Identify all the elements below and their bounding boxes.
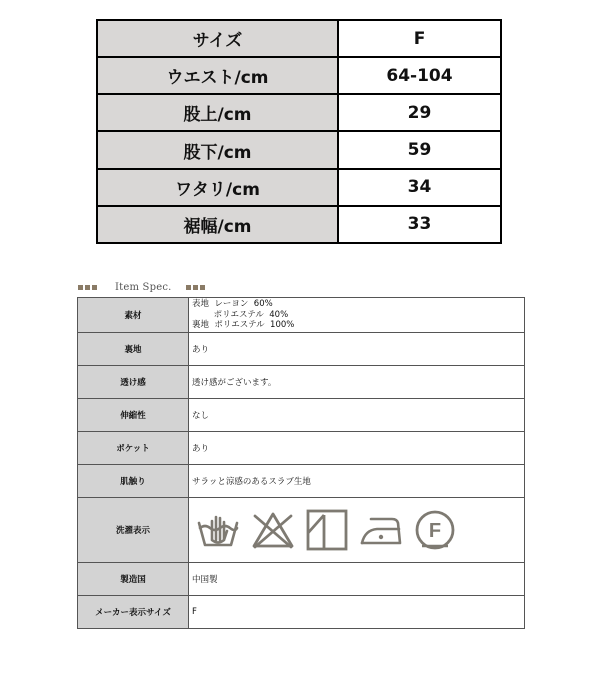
spec-value: あり <box>189 432 525 465</box>
care-icons-cell <box>189 498 525 563</box>
spec-value: 中国製 <box>189 563 525 596</box>
no-bleach-icon <box>251 511 295 549</box>
spec-row-lining <box>78 333 525 366</box>
size-row <box>97 206 501 243</box>
size-label: ウエスト/cm <box>97 57 338 94</box>
size-table <box>96 19 502 244</box>
spec-label: 伸縮性 <box>78 399 189 432</box>
line-dry-shade-icon <box>306 509 348 551</box>
decor-squares-left <box>78 285 97 290</box>
spec-value: サラッと涼感のあるスラブ生地 <box>189 465 525 498</box>
spec-row-stretch <box>78 399 525 432</box>
size-value: 59 <box>338 131 501 168</box>
spec-row-sheer <box>78 366 525 399</box>
spec-row-material <box>78 298 525 333</box>
iron-low-icon <box>359 513 403 547</box>
size-row <box>97 169 501 206</box>
spec-value: F <box>189 596 525 629</box>
size-row <box>97 20 501 57</box>
spec-label: 肌触り <box>78 465 189 498</box>
size-value: 64-104 <box>338 57 501 94</box>
size-label: 裾幅/cm <box>97 206 338 243</box>
spec-value: 透け感がございます。 <box>189 366 525 399</box>
dry-clean-f-icon <box>414 509 456 551</box>
size-row <box>97 131 501 168</box>
size-label: サイズ <box>97 20 338 57</box>
size-row <box>97 57 501 94</box>
spec-value: なし <box>189 399 525 432</box>
spec-value: あり <box>189 333 525 366</box>
spec-label: 製造国 <box>78 563 189 596</box>
size-label: ワタリ/cm <box>97 169 338 206</box>
spec-label: 素材 <box>78 298 189 333</box>
decor-squares-right <box>186 285 205 290</box>
spec-title: Item Spec. <box>115 281 172 293</box>
hand-wash-icon <box>196 511 240 549</box>
spec-row-maker-size <box>78 596 525 629</box>
dry-clean-letter: F <box>428 520 442 542</box>
spec-row-care <box>78 498 525 563</box>
size-row <box>97 94 501 131</box>
size-value: 34 <box>338 169 501 206</box>
size-value: 33 <box>338 206 501 243</box>
spec-label: 透け感 <box>78 366 189 399</box>
spec-label: メーカー表示サイズ <box>78 596 189 629</box>
spec-row-texture <box>78 465 525 498</box>
material-line: ポリエステル 40% <box>192 309 289 320</box>
size-value: 29 <box>338 94 501 131</box>
material-value <box>189 298 525 333</box>
spec-row-origin <box>78 563 525 596</box>
spec-label: 裏地 <box>78 333 189 366</box>
size-label: 股上/cm <box>97 94 338 131</box>
care-icons <box>192 509 521 551</box>
size-value: F <box>338 20 501 57</box>
spec-row-pocket <box>78 432 525 465</box>
material-line: 裏地 ポリエステル 100% <box>192 320 295 331</box>
material-line: 表地 レーヨン 60% <box>192 299 273 310</box>
spec-label: 洗濯表示 <box>78 498 189 563</box>
size-label: 股下/cm <box>97 131 338 168</box>
spec-label: ポケット <box>78 432 189 465</box>
spec-table <box>77 297 525 629</box>
spec-heading <box>78 280 205 294</box>
